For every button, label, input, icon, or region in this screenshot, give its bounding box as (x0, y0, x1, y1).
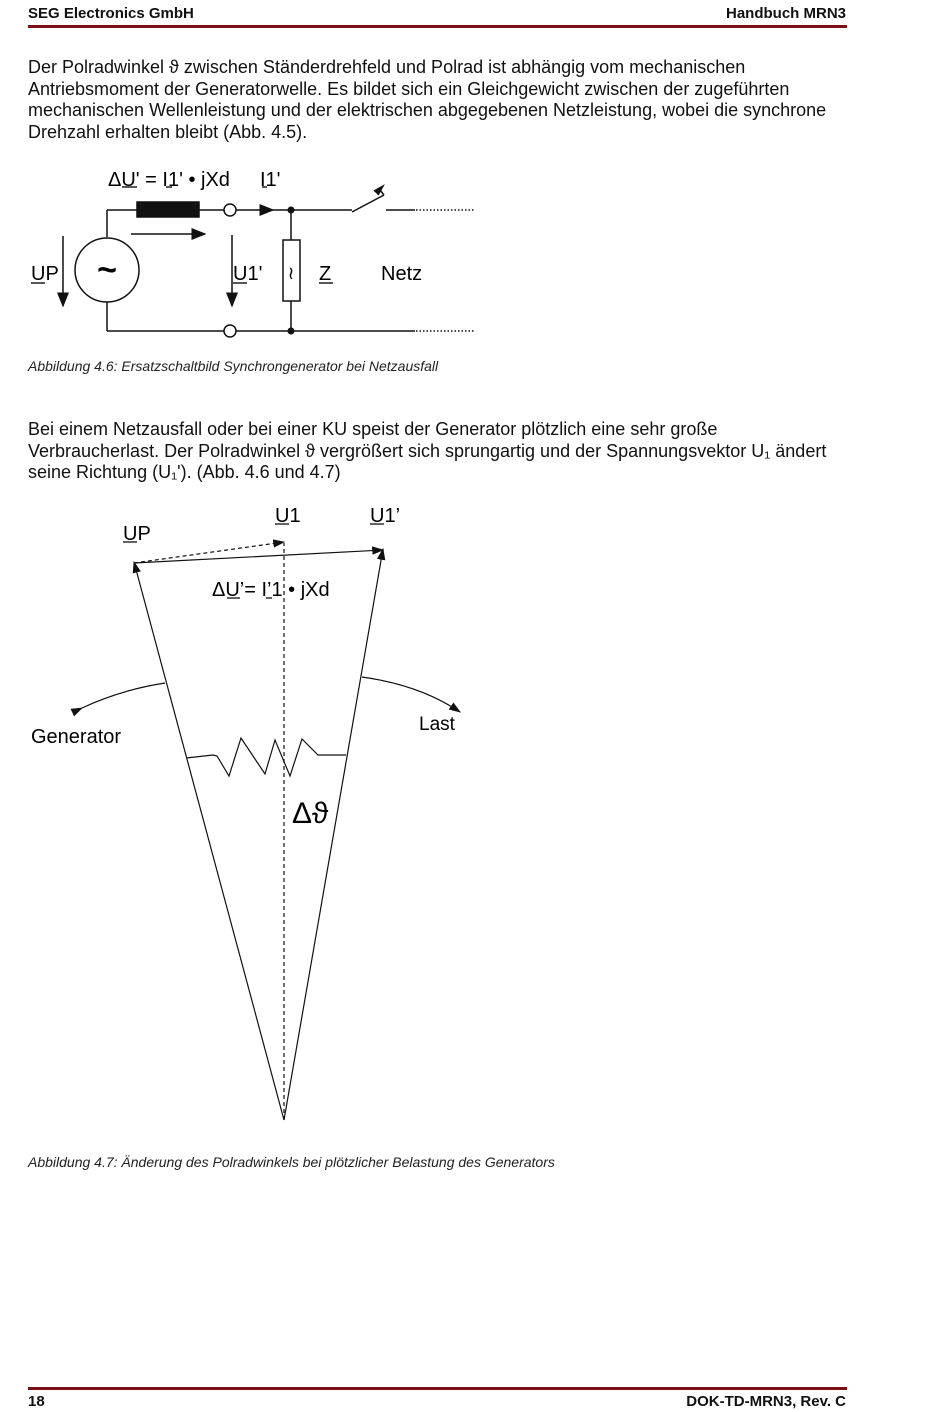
page-number: 18 (28, 1393, 45, 1410)
source-tilde-symbol: ~ (97, 251, 117, 289)
circuit-equation: ΔU' = I1' • jXd (108, 169, 230, 191)
phasor-equation: ΔU’= I’1 • jXd (212, 579, 330, 601)
circuit-z-label: Z (319, 263, 332, 285)
angle-spring (186, 738, 346, 776)
generator-label: Generator (31, 726, 122, 748)
last-arrow (362, 677, 460, 712)
circuit-u1-label: U1' (233, 263, 263, 285)
phasor-up-label: UP (123, 523, 151, 545)
paragraph-polradwinkel: Der Polradwinkel ϑ zwischen Ständerdrehfeld und Polrad ist abhängig vom mechanischen Antriebsmoment der Generatorwelle. Es bildet sich ein Gleichgewicht zwischen der zugeführten mechanischen Wellenleistung und der elektrischen abgegebenen Netzleistung, wobei die synchrone Drehzahl erhalten bleibt (Abb. 4.5). (28, 57, 827, 142)
circuit-netz-label: Netz (381, 263, 423, 285)
load-symbol: ≀ (287, 263, 295, 283)
footer-rule (28, 1387, 847, 1390)
paragraph-netzausfall: Bei einem Netzausfall oder bei einer KU speist der Generator plötzlich eine sehr große Verbraucherlast. Der Polradwinkel ϑ vergrößert sich sprungartig und der Spannungsvektor U₁ ändert seine Richtung (U₁'). (Abb. 4.6 und 4.7) (28, 419, 827, 482)
up-vector (134, 562, 284, 1120)
last-label: Last (419, 714, 455, 735)
phasor-u1-prime-label: U1’ (370, 505, 401, 527)
header-company: SEG Electronics GmbH (28, 5, 194, 22)
caption-figure-4-7: Abbildung 4.7: Änderung des Polradwinkels bei plötzlicher Belastung des Generators (28, 1154, 555, 1170)
document-id: DOK-TD-MRN3, Rev. C (686, 1393, 846, 1410)
delta-u-vector (134, 550, 383, 563)
phasor-u1-label: U1 (275, 505, 301, 527)
circuit-current-label: I1' (260, 169, 281, 191)
header-manual-title: Handbuch MRN3 (726, 5, 846, 22)
caption-figure-4-6: Abbildung 4.6: Ersatzschaltbild Synchrongenerator bei Netzausfall (28, 358, 439, 374)
delta-u-original (134, 542, 284, 563)
delta-theta-label: Δϑ (292, 797, 329, 830)
u1-prime-vector (284, 549, 383, 1120)
generator-arrow (82, 683, 165, 708)
circuit-up-label: UP (31, 263, 59, 285)
